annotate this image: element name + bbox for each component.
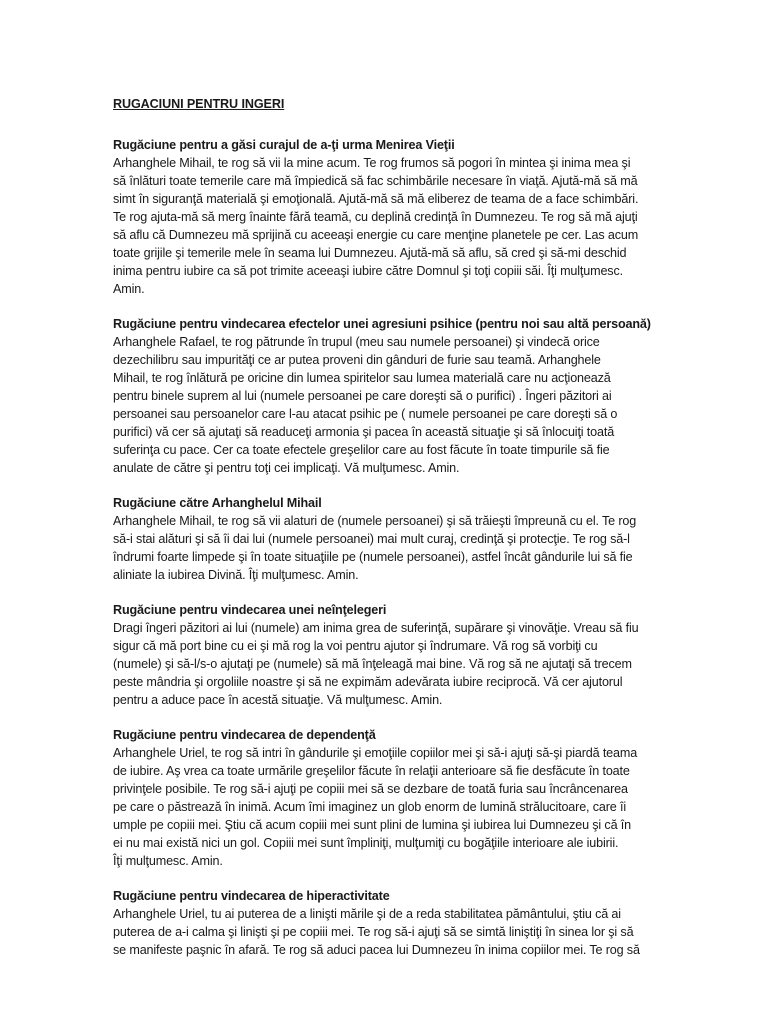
prayer-title: Rugăciune pentru vindecarea de hiperactivitate (113, 889, 390, 903)
prayer-line: simt în siguranţă materială şi emoţională. Ajută-mă să mă eliberez de teama de a face schimbări. (113, 192, 639, 206)
prayer-line: aliniate la iubirea Divină. Îţi mulţumesc. Amin. (113, 568, 359, 582)
prayer-title: Rugăciune către Arhanghelul Mihail (113, 496, 322, 510)
prayer-body (113, 905, 678, 959)
prayer-line: ei nu mai există nici un gol. Copiii mei sunt împliniţi, mulţumiţi cu bogăţiile interioare ale iubirii. (113, 836, 619, 850)
prayer-line: dezechilibru sau impurităţi ce ar putea proveni din gânduri de furie sau teamă. Arhanghele (113, 353, 601, 367)
prayer-section (113, 726, 678, 870)
prayer-line: pentru binele suprem al lui (numele persoanei pe care doreşti să o purifici) . Îngeri păzitori ai (113, 389, 612, 403)
prayer-line: de iubire. Aş vrea ca toate urmările greşelilor făcute în relaţii anterioare să fie desfăcute în toate (113, 764, 630, 778)
prayer-line: privinţele posibile. Te rog să-i ajuţi pe copiii mei să se dezbare de toată furia sau încrâncenarea (113, 782, 628, 796)
prayer-line: inima pentru iubire ca să pot trimite aceeaşi iubire către Domnul şi toţi copiii săi. Îţi mulţumesc. (113, 264, 623, 278)
prayer-line: să-i stai alături şi să îi dai lui (numele persoanei) mai mult curaj, credinţă şi protecţie. Te rog să-l (113, 532, 630, 546)
prayer-line: suferinţa cu pace. Cer ca toate efectele greşelilor care au fost făcute în toate timpurile să fie (113, 443, 610, 457)
prayer-line: Arhanghele Mihail, te rog să vii la mine acum. Te rog frumos să pogori în mintea şi inima mea şi (113, 156, 631, 170)
prayer-line: sigur că mă port bine cu ei şi mă rog la voi pentru ajutor şi îndrumare. Vă rog să vorbiţi cu (113, 639, 598, 653)
prayer-title: Rugăciune pentru vindecarea efectelor unei agresiuni psihice (pentru noi sau altă persoană) (113, 317, 651, 331)
prayer-line: Dragi îngeri păzitori ai lui (numele) am inima grea de suferinţă, supărare şi vinovăţie. Vreau să fiu (113, 621, 639, 635)
prayer-line: pentru a aduce pace în acestă situaţie. Vă mulţumesc. Amin. (113, 693, 443, 707)
prayer-line: Arhanghele Uriel, tu ai puterea de a linişti mările şi de a reda stabilitatea pământului, ştiu că ai (113, 907, 621, 921)
document-title: RUGACIUNI PENTRU INGERI (113, 97, 285, 111)
prayer-line: Te rog ajuta-mă să merg înainte fără teamă, cu deplină credinţă în Dumnezeu. Te rog să mă ajuţi (113, 210, 638, 224)
prayer-list (113, 136, 678, 959)
prayer-line: persoanei sau persoanelor care l-au atacat psihic pe ( numele persoanei pe care doreşti să o (113, 407, 618, 421)
prayer-line: Mihail, te rog înlătură pe oricine din lumea spiritelor sau lumea materială care nu acţionează (113, 371, 611, 385)
prayer-line: îndrumi foarte limpede şi în toate situaţiile pe (numele persoanei), astfel încât gândurile lui să fie (113, 550, 633, 564)
prayer-line: să înlături toate temerile care mă împiedică să fac schimbările necesare în viaţă. Ajută-mă să mă (113, 174, 638, 188)
prayer-line: purifici) vă cer să ajutaţi să readuceţi armonia şi pacea în această situaţie şi să înlocuiţi toată (113, 425, 615, 439)
prayer-title: Rugăciune pentru vindecarea de dependenţă (113, 728, 376, 742)
prayer-line: pe care o păstrează în inimă. Acum îmi imaginez un glob enorm de lumină strălucitoare, care îi (113, 800, 626, 814)
prayer-section (113, 494, 678, 584)
prayer-section (113, 887, 678, 959)
prayer-line: anulate de către şi pentru toţi cei implicaţi. Vă mulţumesc. Amin. (113, 461, 460, 475)
prayer-section (113, 601, 678, 709)
prayer-title: Rugăciune pentru a găsi curajul de a-ţi urma Menirea Vieţii (113, 138, 455, 152)
prayer-line: Arhanghele Uriel, te rog să intri în gândurile şi emoţiile copiilor mei şi să-i ajuţi să-şi piardă teama (113, 746, 638, 760)
prayer-line: Îţi mulţumesc. Amin. (113, 854, 223, 868)
prayer-line: Arhanghele Mihail, te rog să vii alaturi de (numele persoanei) şi să trăieşti împreună cu el. Te rog (113, 514, 637, 528)
prayer-line: Arhanghele Rafael, te rog pătrunde în trupul (meu sau numele persoanei) şi vindecă orice (113, 335, 600, 349)
prayer-line: puterea de a-i calma şi linişti şi pe copiii mei. Te rog să-i ajuţi să se simtă liniştiţi în sinea lor şi să (113, 925, 634, 939)
prayer-body (113, 744, 678, 870)
prayer-body (113, 619, 678, 709)
prayer-line: să aflu că Dumnezeu mă sprijină cu aceeaşi energie cu care menţine planetele pe cer. Las acum (113, 228, 639, 242)
prayer-body (113, 333, 678, 477)
prayer-section (113, 315, 678, 477)
prayer-section (113, 136, 678, 298)
prayer-title: Rugăciune pentru vindecarea unei neînţelegeri (113, 603, 387, 617)
prayer-line: se manifeste paşnic în afară. Te rog să aduci pacea lui Dumnezeu în inima copiilor mei. Te rog să (113, 943, 640, 957)
prayer-line: umple pe copiii mei. Ştiu că acum copiii mei sunt plini de lumina şi iubirea lui Dumnezeu şi că în (113, 818, 631, 832)
prayer-body (113, 154, 678, 298)
prayer-line: (numele) şi să-l/s-o ajutaţi pe (numele) să mă înţeleagă mai bine. Vă rog să ne ajutaţi să trecem (113, 657, 632, 671)
prayer-body (113, 512, 678, 584)
prayer-line: Amin. (113, 282, 145, 296)
prayer-line: toate grijile şi temerile mele în seama lui Dumnezeu. Ajută-mă să aflu, să cred şi să-mi deschid (113, 246, 627, 260)
prayer-line: peste mândria şi orgoliile noastre şi să ne expimăm adevărata iubire reciprocă. Vă cer ajutorul (113, 675, 623, 689)
